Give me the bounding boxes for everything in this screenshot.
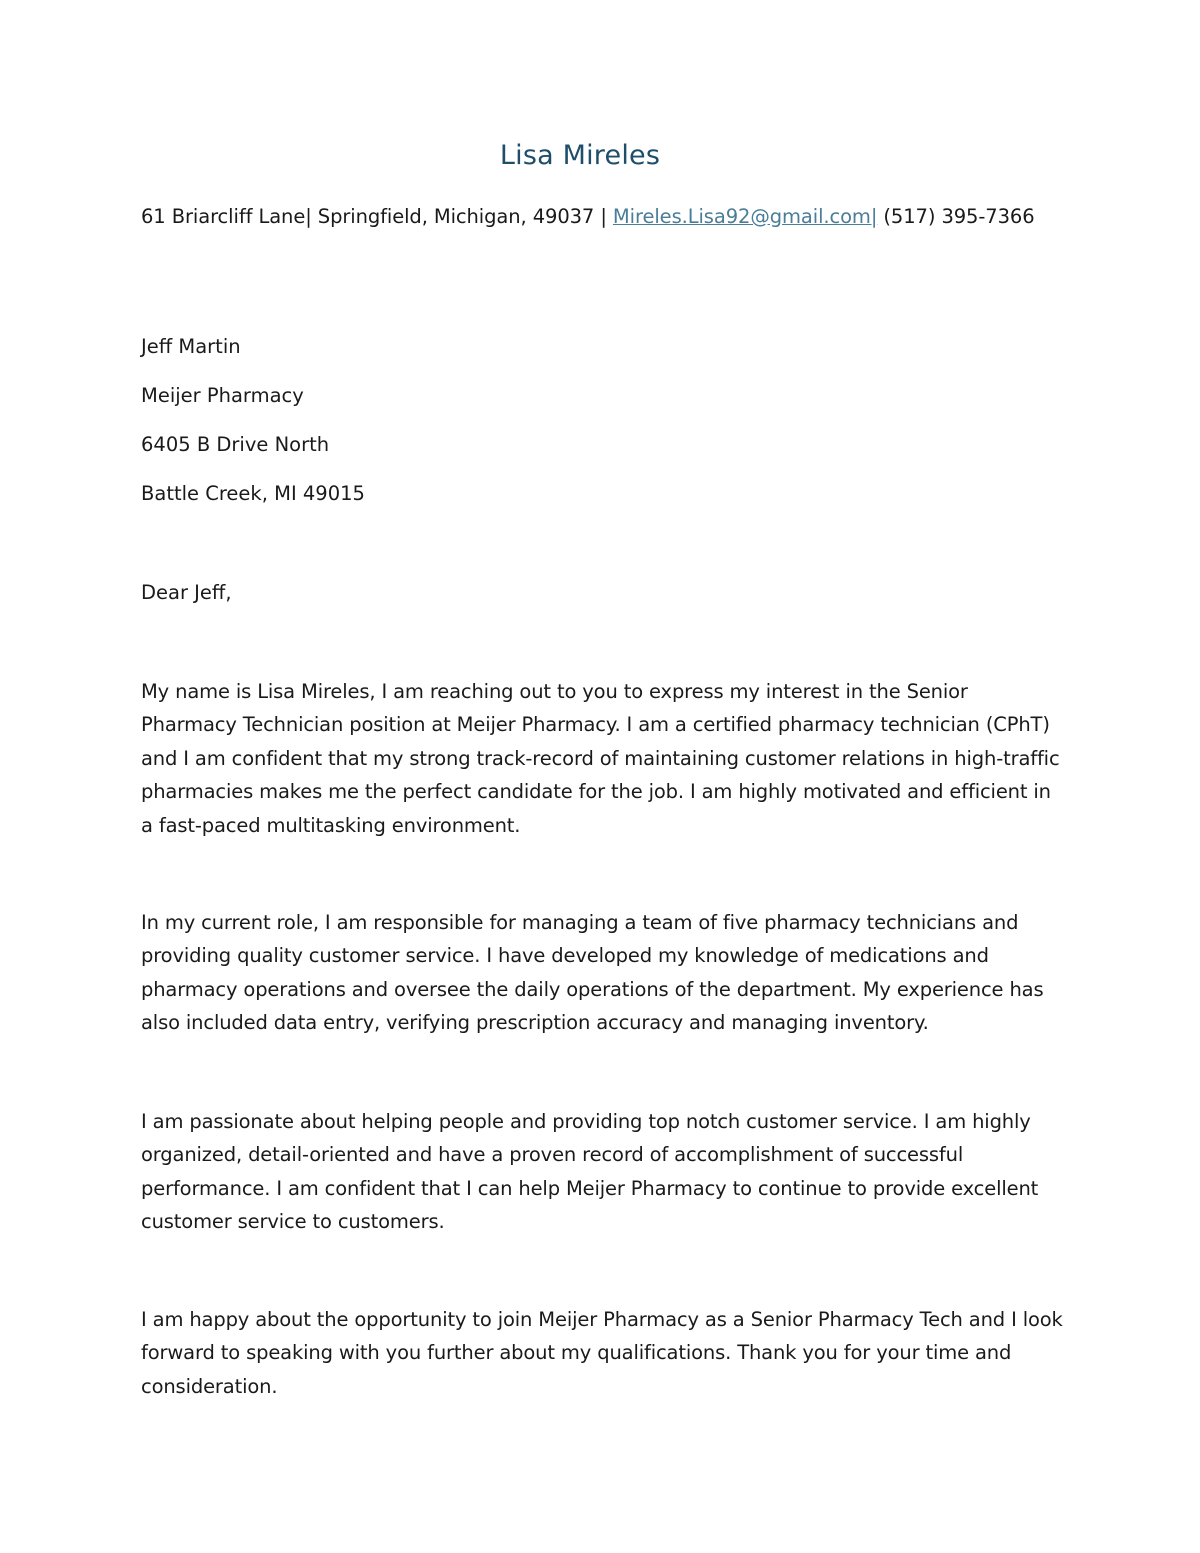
body-paragraph-1: My name is Lisa Mireles, I am reaching out to you to express my interest in the Senior Pharmacy Technician position at Meijer Pharmacy. I am a certified pharmacy technician (CPhT) and I am confident that my strong track-record of maintaining customer relations in high-traffic pharmacies makes me the perfect candidate for the job. I am highly motivated and efficient in a fast-paced multitasking environment. bbox=[141, 680, 1060, 837]
recipient-city-state-zip: Battle Creek, MI 49015 bbox=[141, 482, 365, 505]
body-paragraph-3: I am passionate about helping people and providing top notch customer service. I am highly organized, detail-oriented and have a proven record of accomplishment of successful performance. I am confident that I can help Meijer Pharmacy to continue to provide excellent customer service to customers. bbox=[141, 1110, 1039, 1234]
sender-phone: (517) 395-7366 bbox=[877, 205, 1035, 228]
body-paragraph-4: I am happy about the opportunity to join Meijer Pharmacy as a Senior Pharmacy Tech and I look forward to speaking with you further about my qualifications. Thank you for your time and consideration. bbox=[141, 1308, 1063, 1398]
recipient-company: Meijer Pharmacy bbox=[141, 384, 304, 407]
sender-contact-line bbox=[141, 200, 1041, 233]
sender-address: 61 Briarcliff Lane| Springfield, Michigan, 49037 | bbox=[141, 205, 613, 228]
recipient-street: 6405 B Drive North bbox=[141, 433, 330, 456]
salutation: Dear Jeff, bbox=[141, 581, 232, 604]
body-paragraph-2: In my current role, I am responsible for managing a team of five pharmacy technicians and providing quality customer service. I have developed my knowledge of medications and pharmacy operations and oversee the daily operations of the department. My experience has also included data entry, verifying prescription accuracy and managing inventory. bbox=[141, 911, 1044, 1035]
sender-name: Lisa Mireles bbox=[499, 140, 661, 171]
recipient-name: Jeff Martin bbox=[141, 335, 241, 358]
sender-email-link[interactable]: Mireles.Lisa92@gmail.com| bbox=[612, 205, 878, 228]
